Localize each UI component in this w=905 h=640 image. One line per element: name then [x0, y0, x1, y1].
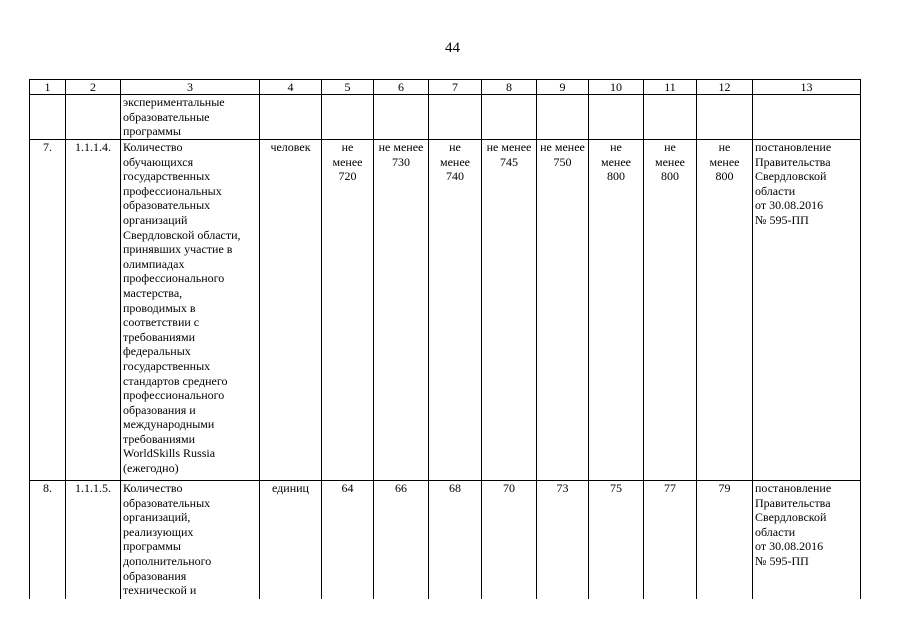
column-number: 8 [482, 80, 537, 95]
target-value: не менее 720 [322, 140, 374, 481]
unit-of-measure: единиц [260, 481, 322, 600]
target-value [482, 95, 537, 140]
source-document: постановление Правительства Свердловской области от 30.08.2016 № 595-ПП [753, 140, 861, 481]
column-number: 2 [66, 80, 121, 95]
target-value: не менее 730 [374, 140, 429, 481]
column-number: 12 [697, 80, 753, 95]
source-document [753, 95, 861, 140]
row-number: 8. [30, 481, 66, 600]
unit-of-measure: человек [260, 140, 322, 481]
table-row [30, 140, 861, 481]
target-value [644, 95, 697, 140]
unit-of-measure [260, 95, 322, 140]
target-value: не менее 740 [429, 140, 482, 481]
target-value: 64 [322, 481, 374, 600]
column-number: 9 [537, 80, 589, 95]
target-value: не менее 745 [482, 140, 537, 481]
column-number-row [30, 80, 861, 95]
column-number: 7 [429, 80, 482, 95]
indicators-table [29, 79, 861, 599]
table-row [30, 95, 861, 140]
indicator-description: экспериментальные образовательные программы [121, 95, 260, 140]
column-number: 11 [644, 80, 697, 95]
target-value: не менее 800 [589, 140, 644, 481]
target-value: 68 [429, 481, 482, 600]
column-number: 5 [322, 80, 374, 95]
indicator-description: Количество обучающихся государственных профессиональных образовательных организаций Свердловской области, принявших участие в олимпиадах профессионального мастерства, проводимых в соответствии с требованиями федеральных государственных стандартов среднего профессионального образования и международными требованиями WorldSkills Russia (ежегодно) [121, 140, 260, 481]
row-number [30, 95, 66, 140]
target-value [429, 95, 482, 140]
target-value: 75 [589, 481, 644, 600]
column-number: 1 [30, 80, 66, 95]
target-value: 79 [697, 481, 753, 600]
target-value: 73 [537, 481, 589, 600]
target-value [589, 95, 644, 140]
target-value [697, 95, 753, 140]
column-number: 6 [374, 80, 429, 95]
target-value: 77 [644, 481, 697, 600]
target-value: не менее 750 [537, 140, 589, 481]
indicator-description: Количество образовательных организаций, реализующих программы дополнительного образования технической и [121, 481, 260, 600]
target-value: не менее 800 [697, 140, 753, 481]
source-document: постановление Правительства Свердловской области от 30.08.2016 № 595-ПП [753, 481, 861, 600]
page-number: 44 [445, 40, 460, 56]
indicator-code: 1.1.1.5. [66, 481, 121, 600]
indicator-code: 1.1.1.4. [66, 140, 121, 481]
target-value: 70 [482, 481, 537, 600]
table-row [30, 481, 861, 600]
target-value [322, 95, 374, 140]
target-value [374, 95, 429, 140]
column-number: 13 [753, 80, 861, 95]
target-value [537, 95, 589, 140]
column-number: 3 [121, 80, 260, 95]
column-number: 4 [260, 80, 322, 95]
target-value: не менее 800 [644, 140, 697, 481]
row-number: 7. [30, 140, 66, 481]
target-value: 66 [374, 481, 429, 600]
indicator-code [66, 95, 121, 140]
column-number: 10 [589, 80, 644, 95]
